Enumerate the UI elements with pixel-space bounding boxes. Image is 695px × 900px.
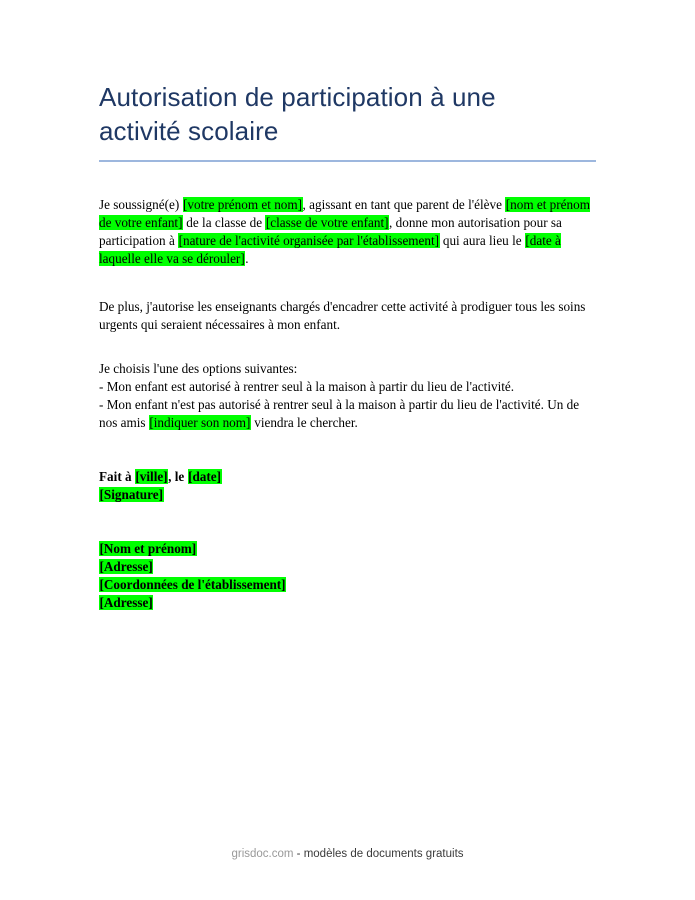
- field-nom-prenom[interactable]: [Nom et prénom]: [99, 541, 197, 556]
- paragraph-declaration: [99, 196, 596, 268]
- document-body: [99, 196, 596, 612]
- page-title-line-1: Autorisation de participation à une: [99, 82, 496, 112]
- signature-line: [99, 486, 596, 504]
- field-date[interactable]: [date]: [188, 469, 222, 484]
- field-nature-activite[interactable]: [nature de l'activité organisée par l'établissement]: [178, 233, 440, 248]
- signature-block: [99, 468, 596, 504]
- declaration-text-6: .: [245, 251, 249, 266]
- options-intro: Je choisis l'une des options suivantes:: [99, 361, 298, 376]
- paragraph-soins-urgents: De plus, j'autorise les enseignants chargés d'encadrer cette activité à prodiguer tous les soins urgents qui seraient nécessaires à mon enfant.: [99, 299, 586, 332]
- footer-brand: grisdoc.com: [231, 848, 294, 860]
- field-coordonnees-etablissement[interactable]: [Coordonnées de l'établissement]: [99, 577, 286, 592]
- spacer: [99, 504, 596, 540]
- address-block: [99, 540, 596, 612]
- field-date-deroulement[interactable]: [date à laquelle elle va se dérouler]: [99, 233, 561, 266]
- field-indiquer-son-nom[interactable]: [indiquer son nom]: [149, 415, 251, 430]
- options-group: [99, 360, 596, 432]
- declaration-text-3: de la classe de: [182, 215, 266, 230]
- address-line-nom: [99, 540, 596, 558]
- option-accompagne-text-2: viendra le chercher.: [250, 415, 358, 430]
- declaration-text-5: qui aura lieu le: [439, 233, 525, 248]
- spacer: [99, 334, 596, 360]
- fait-a-line: [99, 468, 596, 486]
- field-ville[interactable]: [ville]: [135, 469, 168, 484]
- declaration-text-1: Je soussigné(e): [99, 197, 183, 212]
- field-adresse-1[interactable]: [Adresse]: [99, 559, 153, 574]
- spacer: [99, 268, 596, 298]
- option-accompagne-text-1: - Mon enfant n'est pas autorisé à rentrer seul à la maison à partir du lieu de l'activité. Un de nos amis: [99, 397, 580, 430]
- field-adresse-2[interactable]: [Adresse]: [99, 595, 153, 610]
- option-rentrer-seul[interactable]: - Mon enfant est autorisé à rentrer seul à la maison à partir du lieu de l'activité.: [99, 379, 515, 394]
- field-classe-enfant[interactable]: [classe de votre enfant]: [265, 215, 389, 230]
- title-divider: [99, 160, 596, 162]
- spacer: [99, 432, 596, 468]
- le-label: , le: [168, 469, 188, 484]
- field-votre-prenom-et-nom[interactable]: [votre prénom et nom]: [183, 197, 303, 212]
- page-footer: [0, 846, 695, 862]
- declaration-text-4: , donne mon autorisation pour sa participation à: [99, 215, 562, 248]
- option-accompagne[interactable]: [99, 396, 596, 432]
- page-title-line-2: activité scolaire: [99, 116, 279, 146]
- field-nom-et-prenom-enfant[interactable]: [nom et prénom de votre enfant]: [99, 197, 590, 230]
- address-line-adresse-2: [99, 594, 596, 612]
- document-header: [99, 80, 596, 162]
- page-title: [99, 80, 596, 148]
- address-line-adresse-1: [99, 558, 596, 576]
- fait-a-label: Fait à: [99, 469, 135, 484]
- declaration-text-2: , agissant en tant que parent de l'élève: [302, 197, 506, 212]
- address-line-coordonnees: [99, 576, 596, 594]
- footer-tagline: - modèles de documents gratuits: [293, 848, 464, 860]
- field-signature[interactable]: [Signature]: [99, 487, 163, 502]
